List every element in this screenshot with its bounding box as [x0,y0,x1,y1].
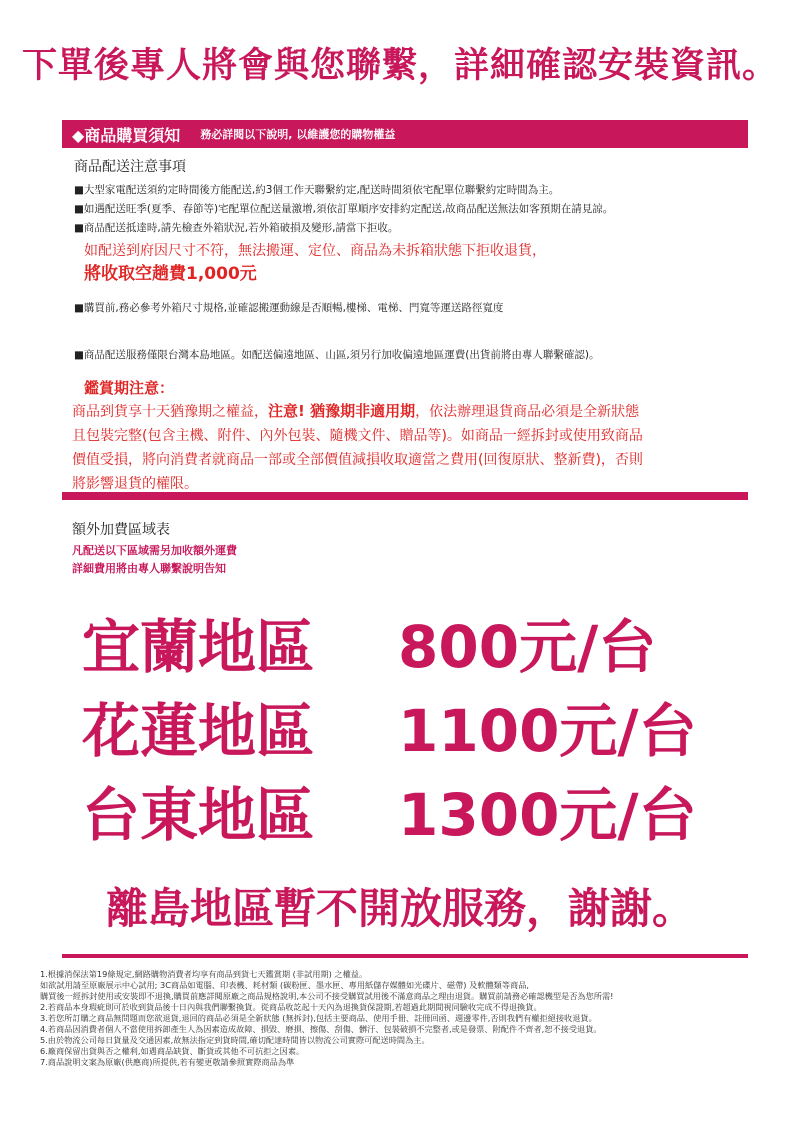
purchase-notice-subtitle: 務必詳閱以下說明, 以維護您的購物權益 [200,128,396,141]
footnote-line: 2.若商品本身瑕疵則可於收到貨品後十日內與我們聯繫換貨。從商品收訖起十天內為退換貨保證期,若超過此期間視同驗收完成不得退換貨。 [40,1002,542,1012]
extra-fee-note-1: 凡配送以下區域需另加收額外運費 [72,544,237,557]
page-headline: 下單後專人將會與您聯繫，詳細確認安裝資訊。 [21,46,778,86]
delivery-bullet-2: ■如遇配送旺季(夏季、春節等)宅配單位配送量激增,須依訂單順序安排約定配送,故商品配送無法如客預期在請見諒。 [74,203,614,215]
appreciation-title: 鑑賞期注意： [84,379,175,397]
region-price: 1300元/台 [398,781,697,849]
footnote-line: 1.根據消保法第19條規定,網路購物消費者均享有商品到貨七天鑑賞期 (非試用期) 之權益。 [40,969,368,979]
region-price: 1100元/台 [398,697,697,765]
appreciation-line-3: 價值受損，將向消費者就商品一部或全部價值減損收取適當之費用(回復原狀、整新費)，否則 [72,452,643,468]
footnote-line: 7.商品說明文案為原廠(供應商)所提供,若有變更敬請參照實際商品為準 [40,1057,295,1067]
footnote-line: 3.若您所訂購之商品無問題而您欲退貨,退回的商品必須是全新狀態 (無拆封),包括主要商品、使用手冊、註冊回函、週邊零件,否則我們有權拒絕接收退貨。 [40,1013,597,1023]
section-divider [62,492,748,500]
region-name: 宜蘭地區 [82,613,315,681]
footnote-line: 5.由於物流公司每日貨量及交通因素,故無法指定到貨時間,確切配達時間皆以物流公司實際可配送時間為主。 [40,1035,430,1045]
extra-fee-title: 額外加費區域表 [72,522,170,538]
delivery-bullet-3: ■商品配送抵達時,請先檢查外箱狀況,若外箱破損及變形,請當下拒收。 [74,222,399,234]
delivery-heading: 商品配送注意事項 [74,159,186,175]
footnotes [40,969,765,1068]
region-price: 800元/台 [398,613,657,681]
region-name: 花蓮地區 [82,697,315,765]
footnote-line: 購買後一經拆封使用或安裝即不退換,購買前應詳閱原廠之商品規格說明,本公司不接受購買試用後不滿意商品之理由退貨。購買前請務必確認機型是否為您所需! [40,991,614,1001]
appreciation-line-4: 將影響退貨的權限。 [72,476,198,492]
footnote-line: 如欲試用請至原廠展示中心試用; 3C商品如電腦、印表機、耗材類 (碳粉匣、墨水匣、專用紙儲存媒體如光碟片、磁帶) 及軟體類等商品, [40,980,529,990]
empty-trip-fee: 將收取空趟費1,000元 [84,264,257,284]
footnote-line: 6.廠商保留出貨與否之權利,如遇商品缺貨、斷貨或其他不可抗拒之因素。 [40,1046,305,1056]
delivery-bullet-4: ■購買前,務必參考外箱尺寸規格,並確認搬運動線是否順暢,樓梯、電梯、門寬等運送路徑寬度 [74,302,504,314]
footer-divider [62,954,748,958]
region-name: 台東地區 [82,781,315,849]
outlying-islands-notice: 離島地區暫不開放服務，謝謝。 [105,884,694,933]
appreciation-line-1: 商品到貨享十天猶豫期之權益，注意! 猶豫期非適用期，依法辦理退貨商品必須是全新狀態 [72,402,640,420]
appreciation-line-2: 且包裝完整(包含主機、附件、內外包裝、隨機文件、贈品等)。如商品一經拆封或使用致商品 [72,428,643,444]
purchase-notice-title: ◆商品購買須知 [72,125,181,145]
empty-trip-warning: 如配送到府因尺寸不符，無法搬運、定位、商品為未拆箱狀態下拒收退貨， [84,243,546,259]
appreciation-body [72,399,736,496]
delivery-bullet-1: ■大型家電配送須約定時間後方能配送,約3個工作天聯繫約定,配送時間須依宅配單位聯繫約定時間為主。 [74,184,560,196]
delivery-bullet-5: ■商品配送服務僅限台灣本島地區。如配送偏遠地區、山區,須另行加收偏遠地區運費(出貨前將由專人聯繫確認)。 [74,349,600,361]
purchase-notice-bar [62,120,748,148]
footnote-line: 4.若商品因消費者個人不當使用拆卸產生人為因素造成故障、損毀、磨損、擦傷、刮傷、髒汙、包裝破損不完整者,或是發票、附配件不齊者,恕不接受退貨。 [40,1024,602,1034]
extra-fee-note-2: 詳細費用將由專人聯繫說明告知 [72,562,226,575]
